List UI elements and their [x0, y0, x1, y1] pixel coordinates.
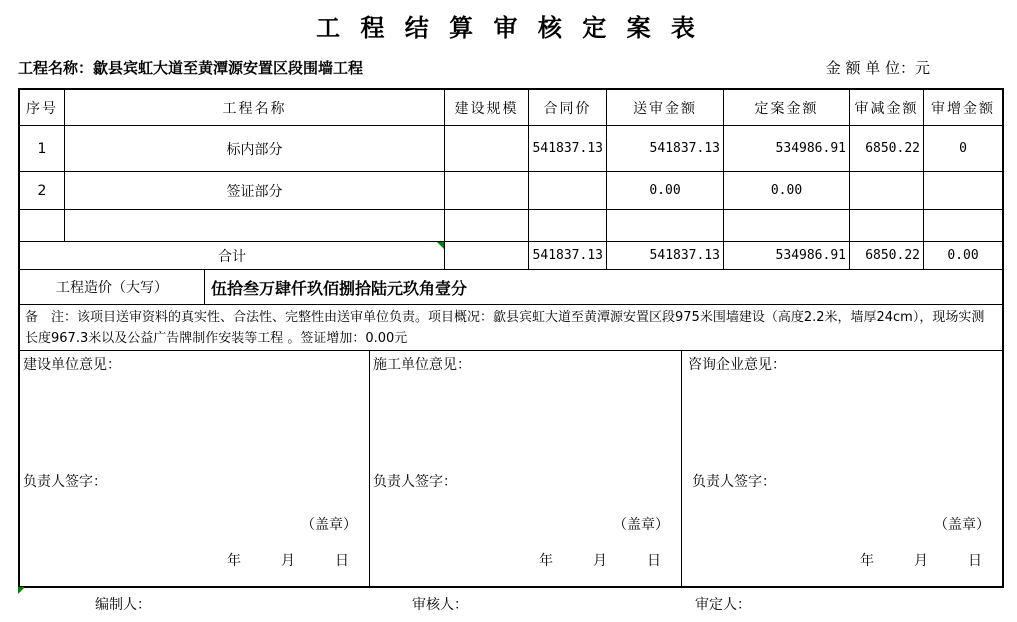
opinion-box-contractor-unit	[370, 351, 682, 586]
column-header: 送审金额	[607, 90, 724, 125]
price-in-words-value: 伍拾叁万肆仟玖佰捌拾陆元玖角壹分	[211, 278, 468, 298]
sign-label: 负责人签字：	[373, 474, 457, 490]
opinion-title: 施工单位意见：	[373, 357, 471, 373]
price-in-words-row	[20, 270, 1002, 305]
table-cell	[445, 210, 529, 241]
table-cell: 6850.22	[850, 126, 924, 171]
table-cell: 1	[20, 126, 65, 171]
table-cell: 541837.13	[607, 126, 724, 171]
sign-label: 负责人签字：	[692, 474, 776, 490]
remark-text: 备 注：该项目送审资料的真实性、合法性、完整性由送审单位负责。项目概况：歙县宾虹大道至黄潭源安置区段975米围墙建设（高度2.2米，墙厚24cm），现场实测长度967.3米以及公益广告牌制作安装等工程 。签证增加：0.00元	[25, 310, 985, 346]
table-cell	[445, 242, 529, 269]
table-cell	[850, 210, 924, 241]
amount-unit-label: 金 额 单 位：元	[825, 59, 930, 77]
table-header-row	[20, 90, 1002, 126]
table-cell	[529, 172, 607, 209]
column-header: 工程名称	[65, 90, 445, 125]
table-cell: 541837.13	[607, 242, 724, 269]
total-label-cell	[20, 242, 445, 269]
column-header: 审增金额	[931, 100, 995, 117]
table-cell: 6850.22	[850, 242, 924, 269]
table-row	[20, 172, 1002, 210]
approver-label: 审定人：	[695, 597, 751, 613]
table-cell: 0.00	[607, 172, 724, 209]
table-cell	[445, 126, 529, 171]
remark-row	[20, 305, 1002, 351]
column-header: 序号	[20, 90, 65, 125]
settlement-table	[18, 88, 1004, 588]
table-cell	[65, 210, 445, 241]
date-label: 年 月 日	[860, 553, 986, 569]
date-label: 年 月 日	[539, 553, 665, 569]
column-header: 建设规模	[445, 90, 529, 125]
opinion-title: 建设单位意见：	[23, 357, 121, 373]
table-cell	[445, 172, 529, 209]
table-cell: 0	[959, 141, 967, 156]
table-cell: 534986.91	[724, 242, 850, 269]
column-header: 合同价	[529, 90, 607, 125]
table-cell	[850, 172, 924, 209]
table-cell: 541837.13	[529, 242, 607, 269]
table-cell	[924, 210, 1002, 241]
total-row	[20, 242, 1002, 270]
table-cell	[20, 210, 65, 241]
opinions-row	[20, 351, 1002, 586]
table-cell	[529, 210, 607, 241]
opinion-title: 咨询企业意见：	[688, 357, 786, 373]
table-cell	[724, 210, 850, 241]
sign-label: 负责人签字：	[23, 474, 107, 490]
preparer-label: 编制人：	[95, 597, 151, 613]
seal-label: （盖章）	[301, 517, 357, 533]
table-cell	[607, 210, 724, 241]
column-header: 审减金额	[850, 90, 924, 125]
table-cell: 541837.13	[529, 126, 607, 171]
project-name-label: 工程名称：歙县宾虹大道至黄潭源安置区段围墙工程	[18, 59, 364, 77]
page-title: 工 程 结 算 审 核 定 案 表	[316, 14, 701, 42]
opinion-box-consulting-firm	[682, 351, 1002, 586]
table-cell: 签证部分	[65, 172, 445, 209]
seal-label: （盖章）	[613, 517, 669, 533]
table-cell: 534986.91	[724, 126, 850, 171]
table-cell	[924, 172, 1002, 209]
table-cell: 2	[20, 172, 65, 209]
cell-error-marker-icon	[437, 242, 444, 249]
sheet-error-marker-icon	[18, 587, 25, 594]
table-row	[20, 210, 1002, 242]
table-cell: 0.00	[724, 172, 850, 209]
date-label: 年 月 日	[227, 553, 353, 569]
column-header: 定案金额	[724, 90, 850, 125]
seal-label: （盖章）	[934, 517, 990, 533]
total-values	[445, 242, 1002, 269]
opinion-box-construction-unit	[20, 351, 370, 586]
total-label: 合计	[218, 248, 246, 265]
reviewer-label: 审核人：	[412, 597, 468, 613]
price-in-words-label: 工程造价（大写）	[20, 270, 205, 304]
table-cell: 标内部分	[65, 126, 445, 171]
subheader	[18, 57, 1000, 78]
table-cell: 0.00	[947, 248, 979, 263]
table-row	[20, 126, 1002, 172]
